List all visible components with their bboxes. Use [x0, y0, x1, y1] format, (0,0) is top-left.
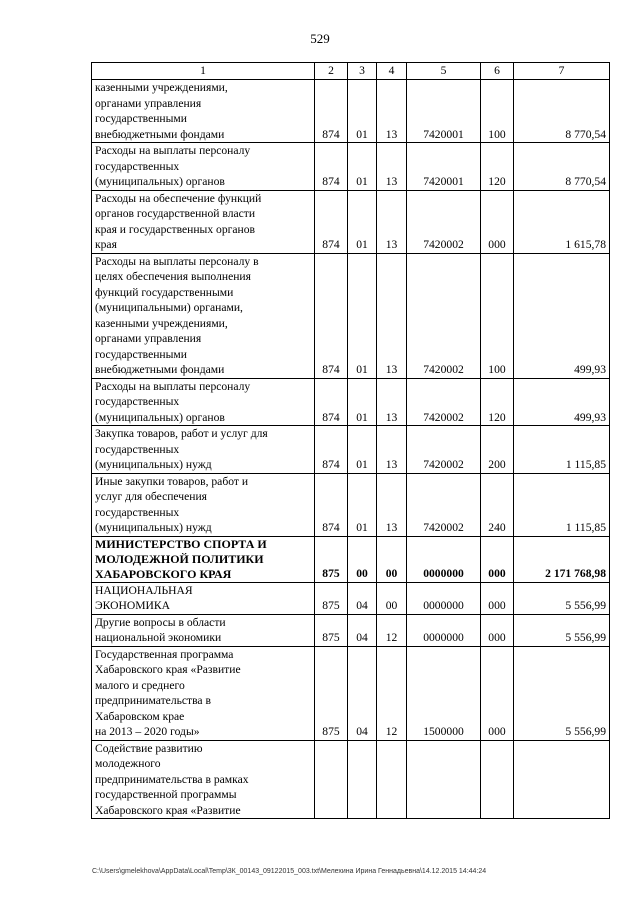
table-row: [92, 426, 610, 474]
code-c6: 000: [481, 646, 514, 740]
description-line: государственных: [95, 442, 180, 456]
description-line: органов государственной власти: [95, 207, 256, 220]
description-line: ЭКОНОМИКА: [95, 599, 171, 612]
column-header: 6: [481, 63, 514, 80]
description-line: Иные закупки товаров, работ и: [95, 474, 249, 488]
code-c4: 13: [377, 190, 407, 253]
description-line: государственных: [95, 505, 180, 519]
code-c3: 04: [348, 614, 377, 646]
code-c5: 0000000: [407, 536, 481, 582]
table-row: [92, 80, 610, 143]
code-c5: 7420002: [407, 473, 481, 536]
code-c6: 120: [481, 378, 514, 426]
description-line: Содействие развитию: [95, 741, 203, 755]
code-c4: 00: [377, 582, 407, 614]
code-c4: 13: [377, 143, 407, 191]
code-c5: 7420002: [407, 253, 481, 378]
description-line: внебюджетными фондами: [95, 363, 225, 376]
code-c3: [348, 740, 377, 819]
code-c4: [377, 740, 407, 819]
code-c3: 04: [348, 582, 377, 614]
code-c5: 7420002: [407, 426, 481, 474]
description-line: Хабаровском крае: [95, 709, 185, 723]
row-description: [92, 190, 315, 253]
code-c2: 874: [315, 190, 348, 253]
code-c5: 0000000: [407, 582, 481, 614]
description-line: органами управления: [95, 332, 202, 345]
table-row: [92, 190, 610, 253]
row-description: [92, 614, 315, 646]
row-description: [92, 426, 315, 474]
description-line: государственных: [95, 395, 180, 408]
code-c6: 000: [481, 614, 514, 646]
column-header: 2: [315, 63, 348, 80]
row-description: [92, 582, 315, 614]
amount-cell: 499,93: [514, 378, 610, 426]
code-c6: 000: [481, 536, 514, 582]
description-line: МОЛОДЕЖНОЙ ПОЛИТИКИ: [95, 551, 264, 566]
description-line: органами управления: [95, 96, 202, 110]
description-line: края и государственных органов: [95, 222, 255, 236]
amount-cell: 2 171 768,98: [514, 536, 610, 582]
code-c6: 100: [481, 253, 514, 378]
table-row: [92, 143, 610, 191]
description-line: предпринимательства в рамках: [95, 772, 249, 786]
code-c2: 875: [315, 646, 348, 740]
description-line: Расходы на выплаты персоналу: [95, 144, 251, 157]
code-c4: 13: [377, 473, 407, 536]
code-c2: 875: [315, 614, 348, 646]
code-c2: 874: [315, 426, 348, 474]
code-c6: 200: [481, 426, 514, 474]
code-c6: 000: [481, 190, 514, 253]
description-line: Расходы на выплаты персоналу: [95, 379, 251, 393]
code-c3: 04: [348, 646, 377, 740]
code-c5: [407, 740, 481, 819]
description-line: Государственная программа: [95, 647, 234, 661]
description-line: на 2013 – 2020 годы»: [95, 725, 200, 738]
description-line: казенными учреждениями,: [95, 81, 228, 94]
code-c3: 01: [348, 80, 377, 143]
table-row: [92, 378, 610, 426]
code-c2: [315, 740, 348, 819]
code-c4: 12: [377, 646, 407, 740]
description-line: (муниципальных) нужд: [95, 458, 212, 471]
row-description: [92, 143, 315, 191]
amount-cell: 8 770,54: [514, 143, 610, 191]
row-description: [92, 378, 315, 426]
description-line: (муниципальных) нужд: [95, 521, 212, 534]
table-row: [92, 473, 610, 536]
code-c5: 7420001: [407, 80, 481, 143]
description-line: Хабаровского края «Развитие: [95, 663, 241, 676]
code-c5: 1500000: [407, 646, 481, 740]
description-line: Расходы на обеспечение функций: [95, 191, 262, 205]
code-c4: 13: [377, 426, 407, 474]
amount-cell: 1 615,78: [514, 190, 610, 253]
description-line: края: [95, 238, 117, 251]
code-c6: 100: [481, 80, 514, 143]
table-row: [92, 740, 610, 819]
amount-cell: 5 556,99: [514, 646, 610, 740]
description-line: НАЦИОНАЛЬНАЯ: [95, 583, 193, 597]
row-description: [92, 473, 315, 536]
description-line: малого и среднего: [95, 678, 185, 692]
description-line: государственными: [95, 347, 187, 361]
column-header: 7: [514, 63, 610, 80]
description-line: Расходы на выплаты персоналу в: [95, 254, 259, 268]
table-row: [92, 614, 610, 646]
code-c5: 7420002: [407, 190, 481, 253]
amount-cell: 499,93: [514, 253, 610, 378]
row-description: [92, 253, 315, 378]
budget-table: [91, 62, 610, 819]
description-line: предпринимательства в: [95, 694, 211, 707]
code-c3: 01: [348, 143, 377, 191]
code-c3: 01: [348, 190, 377, 253]
code-c3: 01: [348, 426, 377, 474]
code-c6: [481, 740, 514, 819]
code-c2: 875: [315, 536, 348, 582]
description-line: государственными: [95, 112, 187, 125]
code-c5: 7420002: [407, 378, 481, 426]
table-row: [92, 582, 610, 614]
table-row: [92, 536, 610, 582]
description-line: казенными учреждениями,: [95, 316, 228, 330]
description-line: ХАБАРОВСКОГО КРАЯ: [95, 566, 232, 581]
code-c2: 874: [315, 253, 348, 378]
description-line: функций государственными: [95, 285, 234, 299]
description-line: государственных: [95, 159, 180, 173]
code-c2: 874: [315, 378, 348, 426]
column-header: 5: [407, 63, 481, 80]
description-line: (муниципальными) органами,: [95, 301, 243, 314]
page-number: 529: [310, 31, 330, 46]
description-line: целях обеспечения выполнения: [95, 270, 251, 283]
description-line: Другие вопросы в области: [95, 615, 226, 629]
code-c3: 00: [348, 536, 377, 582]
amount-cell: [514, 740, 610, 819]
column-header: 3: [348, 63, 377, 80]
row-description: [92, 80, 315, 143]
description-line: национальной экономики: [95, 631, 222, 644]
amount-cell: 1 115,85: [514, 473, 610, 536]
description-line: Хабаровского края «Развитие: [95, 803, 241, 817]
amount-cell: 8 770,54: [514, 80, 610, 143]
code-c5: 0000000: [407, 614, 481, 646]
header-row: [92, 63, 610, 80]
code-c2: 874: [315, 80, 348, 143]
row-description: [92, 536, 315, 582]
description-line: (муниципальных) органов: [95, 410, 225, 424]
row-description: [92, 740, 315, 819]
amount-cell: 5 556,99: [514, 582, 610, 614]
description-line: молодежного: [95, 757, 161, 770]
code-c3: 01: [348, 253, 377, 378]
table-row: [92, 646, 610, 740]
code-c6: 000: [481, 582, 514, 614]
amount-cell: 5 556,99: [514, 614, 610, 646]
code-c3: 01: [348, 378, 377, 426]
row-description: [92, 646, 315, 740]
code-c4: 00: [377, 536, 407, 582]
description-line: Закупка товаров, работ и услуг для: [95, 427, 268, 440]
description-line: МИНИСТЕРСТВО СПОРТА И: [95, 536, 267, 551]
code-c2: 875: [315, 582, 348, 614]
code-c4: 13: [377, 80, 407, 143]
file-path-footer: C:\Users\gmelekhova\AppData\Local\Temp\3К_00143_09122015_003.txt\Мелехина Ирина Геннадьевна\14.12.2015 14:44:24: [92, 868, 487, 875]
code-c2: 874: [315, 473, 348, 536]
code-c3: 01: [348, 473, 377, 536]
code-c4: 13: [377, 378, 407, 426]
description-line: услуг для обеспечения: [95, 490, 207, 503]
column-header: 4: [377, 63, 407, 80]
column-header: 1: [92, 63, 315, 80]
code-c4: 12: [377, 614, 407, 646]
code-c6: 120: [481, 143, 514, 191]
description-line: (муниципальных) органов: [95, 175, 225, 188]
code-c4: 13: [377, 253, 407, 378]
code-c5: 7420001: [407, 143, 481, 191]
description-line: внебюджетными фондами: [95, 127, 225, 141]
description-line: государственной программы: [95, 788, 237, 801]
code-c2: 874: [315, 143, 348, 191]
code-c6: 240: [481, 473, 514, 536]
table-row: [92, 253, 610, 378]
amount-cell: 1 115,85: [514, 426, 610, 474]
